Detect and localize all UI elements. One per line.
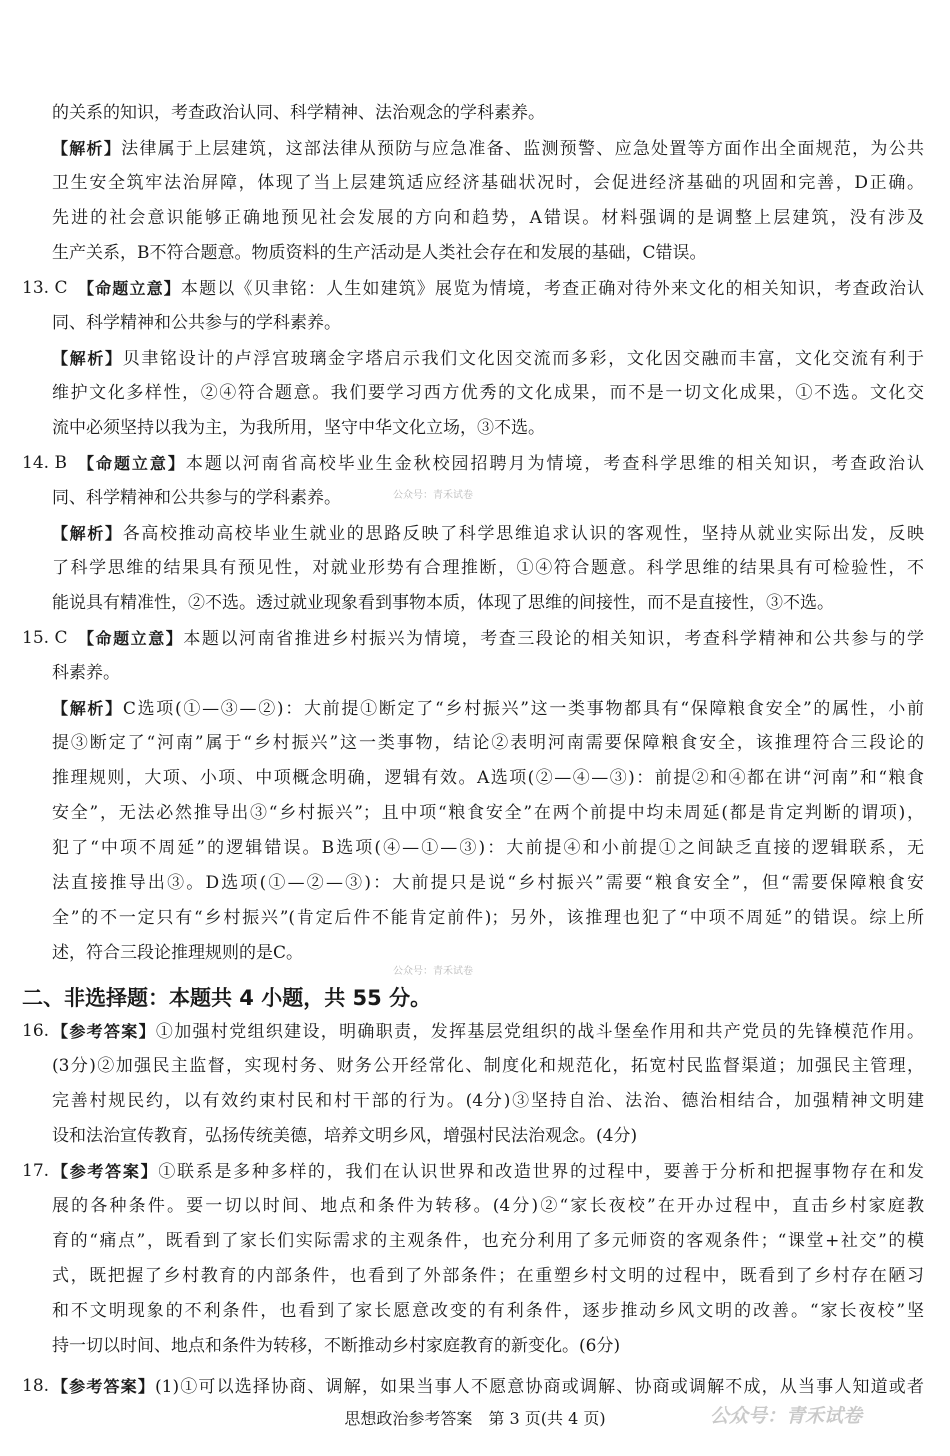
text-line: [52, 341, 924, 376]
text-line: [52, 96, 924, 131]
line-text: (1)①可以选择协商、调解，如果当事人不愿意协商或调解、协商或调解不成，从当事人知道或者: [155, 1377, 924, 1397]
question-number: 14. B: [22, 453, 67, 473]
section-title: 二、非选择题：本题共 4 小题，共 55 分。: [22, 986, 432, 1010]
line-text: ①加强村党组织建设，明确职责，发挥基层党组织的战斗堡垒作用和共产党员的先锋模范作用。: [155, 1022, 924, 1042]
text-line: [52, 306, 924, 341]
line-text: 设和法治宣传教育，弘扬传统美德，培养文明乡风，增强村民法治观念。(4分): [52, 1126, 638, 1146]
text-line: [52, 1049, 924, 1084]
text-line: [52, 376, 924, 411]
text-line: [52, 516, 924, 551]
page-footer: 思想政治参考答案 第 3 页(共 4 页): [344, 1409, 606, 1428]
text-line: [52, 901, 924, 936]
question-number: 17.: [22, 1161, 50, 1181]
bold-label: 【解析】: [52, 699, 123, 718]
text-line: [52, 761, 924, 796]
watermark-text: 公众号：青禾试卷: [393, 490, 473, 501]
line-text: 流中必须坚持以我为主，为我所用，坚守中华文化立场，③不选。: [52, 418, 545, 438]
line-text: 本题以河南省推进乡村振兴为情境，考查三段论的相关知识，考查科学精神和公共参与的学: [183, 629, 924, 649]
line-text: 同、科学精神和公共参与的学科素养。: [52, 313, 341, 333]
line-text: 推理规则，大项、小项、中项概念明确，逻辑有效。A选项(②—④—③)：前提②和④都在讲“河南”和“粮食: [52, 768, 924, 788]
bold-label: 【解析】: [52, 139, 122, 158]
footer-watermark: 公众号：青禾试卷: [709, 1405, 862, 1427]
line-text: 本题以《贝聿铭：人生如建筑》展览为情境，考查正确对待外来文化的相关知识，考查政治认: [180, 279, 924, 299]
line-text: 犯了“中项不周延”的逻辑错误。B选项(④—①—③)：大前提④和小前提①之间缺乏直接的逻辑联系，无: [52, 838, 924, 858]
text-line: [52, 201, 924, 236]
line-text: 安全”，无法必然推导出③“乡村振兴”；且中项“粮食安全”在两个前提中均未周延(都是肯定判断的谓项)，: [52, 803, 924, 823]
line-text: 科素养。: [52, 663, 120, 683]
text-line: [52, 1224, 924, 1259]
line-text: 提③断定了“河南”属于“乡村振兴”这一类事物，结论②表明河南需要保障粮食安全，该推理符合三段论的: [52, 733, 924, 753]
text-line: [52, 586, 924, 621]
bold-label: 【命题立意】: [78, 279, 181, 298]
line-text: 全”的不一定只有“乡村振兴”(肯定后件不能肯定前件)；另外，该推理也犯了“中项不周延”的错误。综上所: [52, 908, 924, 928]
line-text: 生产关系，B不符合题意。物质资料的生产活动是人类社会存在和发展的基础，C错误。: [52, 243, 707, 263]
bold-label: 【解析】: [52, 349, 123, 368]
line-text: 本题以河南省高校毕业生金秋校园招聘月为情境，考查科学思维的相关知识，考查政治认: [185, 454, 924, 474]
text-line: [52, 1119, 924, 1154]
bold-label: 【参考答案】: [52, 1377, 156, 1396]
line-text: 法律属于上层建筑，这部法律从预防与应急准备、监测预警、应急处置等方面作出全面规范，为公共: [121, 139, 924, 159]
text-line: [78, 621, 924, 656]
text-line: [78, 271, 924, 306]
question-number: 16.: [22, 1021, 50, 1041]
text-line: [52, 936, 924, 971]
text-line: [52, 866, 924, 901]
line-text: 卫生安全筑牢法治屏障，体现了当上层建筑适应经济基础状况时，会促进经济基础的巩固和完善，D正确。: [52, 173, 924, 193]
line-text: 式，既把握了乡村教育的内部条件，也看到了外部条件；在重塑乡村文明的过程中，既看到了乡村存在陋习: [52, 1266, 924, 1286]
question-number: 18.: [22, 1376, 50, 1396]
bold-label: 【参考答案】: [52, 1162, 159, 1181]
text-line: [78, 446, 924, 481]
text-line: [52, 551, 924, 586]
watermark-text: 公众号：青禾试卷: [393, 966, 473, 977]
text-line: [52, 481, 924, 516]
question-number: 15. C: [22, 628, 68, 648]
text-line: [52, 691, 924, 726]
line-text: 述，符合三段论推理规则的是C。: [52, 943, 304, 963]
line-text: 贝聿铭设计的卢浮宫玻璃金字塔启示我们文化因交流而多彩，文化因交融而丰富，文化交流有利于: [122, 349, 924, 369]
line-text: 各高校推动高校毕业生就业的思路反映了科学思维追求认识的客观性，坚持从就业实际出发，反映: [122, 524, 924, 544]
text-line: [52, 726, 924, 761]
bold-label: 【命题立意】: [78, 454, 186, 473]
bold-label: 【命题立意】: [78, 629, 184, 648]
text-line: [52, 1084, 924, 1119]
line-text: 展的各种条件。要一切以时间、地点和条件为转移。(4分)②“家长夜校”在开办过程中，直击乡村家庭教: [52, 1196, 924, 1216]
text-line: [52, 1329, 924, 1364]
line-text: 能说具有精准性，②不选。透过就业现象看到事物本质，体现了思维的间接性，而不是直接性，③不选。: [52, 593, 834, 613]
line-text: 维护文化多样性，②④符合题意。我们要学习西方优秀的文化成果，而不是一切文化成果，①不选。文化交: [52, 383, 924, 403]
text-line: [52, 831, 924, 866]
line-text: 育的“痛点”，既看到了家长们实际需求的主观条件，也充分利用了多元师资的客观条件；“课堂+社交”的模: [52, 1231, 924, 1251]
bold-label: 【参考答案】: [52, 1022, 156, 1041]
line-text: 的关系的知识，考查政治认同、科学精神、法治观念的学科素养。: [52, 103, 545, 123]
line-text: 法直接推导出③。D选项(①—②—③)：大前提只是说“乡村振兴”需要“粮食安全”，但“需要保障粮食安: [52, 873, 924, 893]
line-text: 同、科学精神和公共参与的学科素养。: [52, 488, 341, 508]
text-line: [52, 796, 924, 831]
line-text: (3分)②加强民主监督，实现村务、财务公开经常化、制度化和规范化，拓宽村民监督渠道；加强民主管理，: [52, 1056, 924, 1076]
text-line: [52, 1294, 924, 1329]
text-line: [52, 656, 924, 691]
text-line: [52, 1014, 924, 1049]
text-line: [52, 166, 924, 201]
line-text: 完善村规民约，以有效约束村民和村干部的行为。(4分)③坚持自治、法治、德治相结合，加强精神文明建: [52, 1091, 924, 1111]
text-line: [52, 1369, 924, 1404]
text-line: [52, 236, 924, 271]
bold-label: 【解析】: [52, 524, 123, 543]
line-text: 先进的社会意识能够正确地预见社会发展的方向和趋势，A错误。材料强调的是调整上层建筑，没有涉及: [52, 208, 924, 228]
text-line: [52, 411, 924, 446]
text-line: [52, 1259, 924, 1294]
text-line: [52, 1154, 924, 1189]
text-line: [52, 131, 924, 166]
text-line: [52, 1189, 924, 1224]
question-number: 13. C: [22, 278, 68, 298]
line-text: 持一切以时间、地点和条件为转移，不断推动乡村家庭教育的新变化。(6分): [52, 1336, 621, 1356]
line-text: 和不文明现象的不利条件，也看到了家长愿意改变的有利条件，逐步推动乡风文明的改善。“家长夜校”坚: [52, 1301, 924, 1321]
line-text: 了科学思维的结果具有预见性，对就业形势有合理推断，①④符合题意。科学思维的结果具有可检验性，不: [52, 558, 924, 578]
line-text: ①联系是多种多样的，我们在认识世界和改造世界的过程中，要善于分析和把握事物存在和发: [158, 1162, 924, 1182]
line-text: C选项(①—③—②)：大前提①断定了“乡村振兴”这一类事物都具有“保障粮食安全”的属性，小前: [122, 699, 924, 719]
